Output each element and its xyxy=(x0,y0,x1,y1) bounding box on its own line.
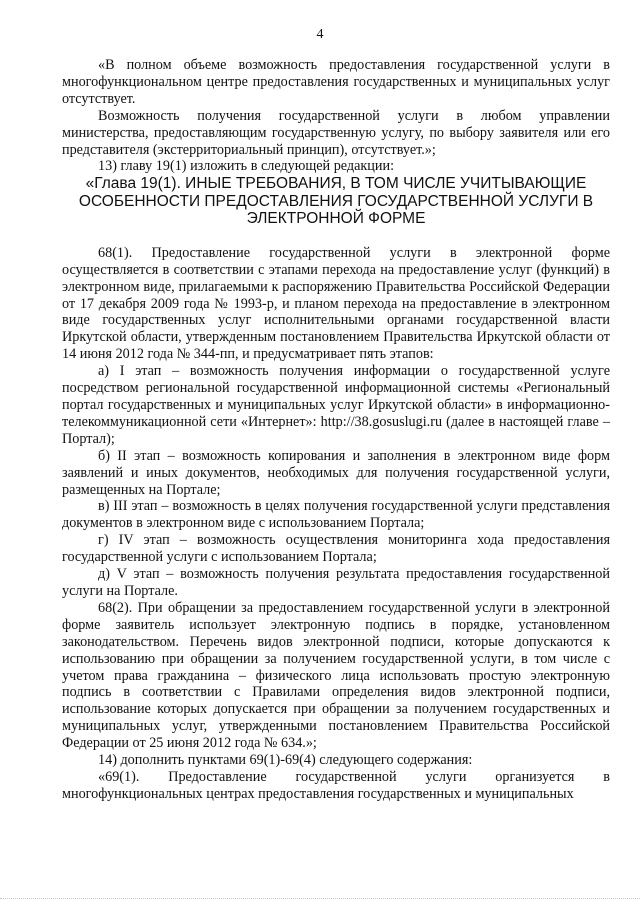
paragraph-amendment-14: 14) дополнить пунктами 69(1)-69(4) следующего содержания: xyxy=(98,752,473,769)
paragraph-stage-5: д) V этап – возможность получения результата предоставления государственной услуги на Портале. xyxy=(62,566,610,599)
chapter-heading-line-2: ОСОБЕННОСТИ ПРЕДОСТАВЛЕНИЯ ГОСУДАРСТВЕННОЙ УСЛУГИ В xyxy=(78,192,594,210)
paragraph-stage-4: г) IV этап – возможность осуществления мониторинга хода предоставления государственной услуги с использованием Портала; xyxy=(62,532,610,566)
spacer xyxy=(62,228,610,245)
paragraph-extraterritorial: Возможность получения государственной услуги в любом управлении министерства, предоставляющим государственную услугу, по выбору заявителя или его представителя (экстерриториальный принцип), отсутствует.»; xyxy=(62,107,610,158)
paragraph-stage-1: а) I этап – возможность получения информации о государственной услуге посредством региональной государственной информационной системы «Региональный портал государственных и муниципальных услуг Иркутской области» в информационно-телекоммуникационной сети «Интернет»: http://38.gosuslugi.ru (далее в настоящей главе – Портал); xyxy=(62,363,610,447)
document-body xyxy=(62,57,610,803)
paragraph-amendment-13: 13) главу 19(1) изложить в следующей редакции: xyxy=(98,158,395,175)
paragraph-stage-3: в) III этап – возможность в целях получения государственной услуги представления документов в электронном виде с использованием Портала; xyxy=(62,498,610,532)
chapter-heading-line-3: ЭЛЕКТРОННОЙ ФОРМЕ xyxy=(246,210,426,228)
paragraph-68-1: 68(1). Предоставление государственной услуги в электронной форме осуществляется в соответствии с этапами перехода на предоставление услуг (функций) в электронном виде, прилагаемыми к распоряжению Правительства Российской Федерации от 17 декабря 2009 года № 1993-р, и планом перехода на предоставление в электронном виде государственных услуг исполнительными органами государственной власти Иркутской области, утвержденным постановлением Правительства Иркутской области от 14 июня 2012 года № 344-пп, и предусматривает пять этапов: xyxy=(62,244,610,363)
chapter-heading-line-1: «Глава 19(1). ИНЫЕ ТРЕБОВАНИЯ, В ТОМ ЧИСЛЕ УЧИТЫВАЮЩИЕ xyxy=(85,175,587,193)
paragraph-mfc-availability: «В полном объеме возможность предоставления государственной услуги в многофункциональном центре предоставления государственных и муниципальных услуг отсутствует. xyxy=(62,57,610,107)
paragraph-68-2: 68(2). При обращении за предоставлением государственной услуги в электронной форме заявитель использует электронную подпись в порядке, установленном законодательством. Перечень видов электронной подписи, которые допускаются к использованию при обращении за получением государственной услуги, в том числе с учетом права гражданина – физического лица использовать простую электронную подпись в соответствии с Правилами определения видов электронной подписи, использование которых допускается при обращении за получением государственных и муниципальных услуг, утвержденными постановлением Правительства Российской Федерации от 25 июня 2012 года № 634.»; xyxy=(62,599,610,752)
page-number: 4 xyxy=(316,27,324,42)
bottom-divider xyxy=(0,898,640,900)
paragraph-69-1: «69(1). Предоставление государственной услуги организуется в многофункциональных центрах предоставления государственных и муниципальных xyxy=(62,768,610,802)
chapter-heading xyxy=(62,175,610,228)
paragraph-stage-2: б) II этап – возможность копирования и заполнения в электронном виде форм заявлений и иных документов, необходимых для получения государственной услуги, размещенных на Портале; xyxy=(62,447,610,498)
